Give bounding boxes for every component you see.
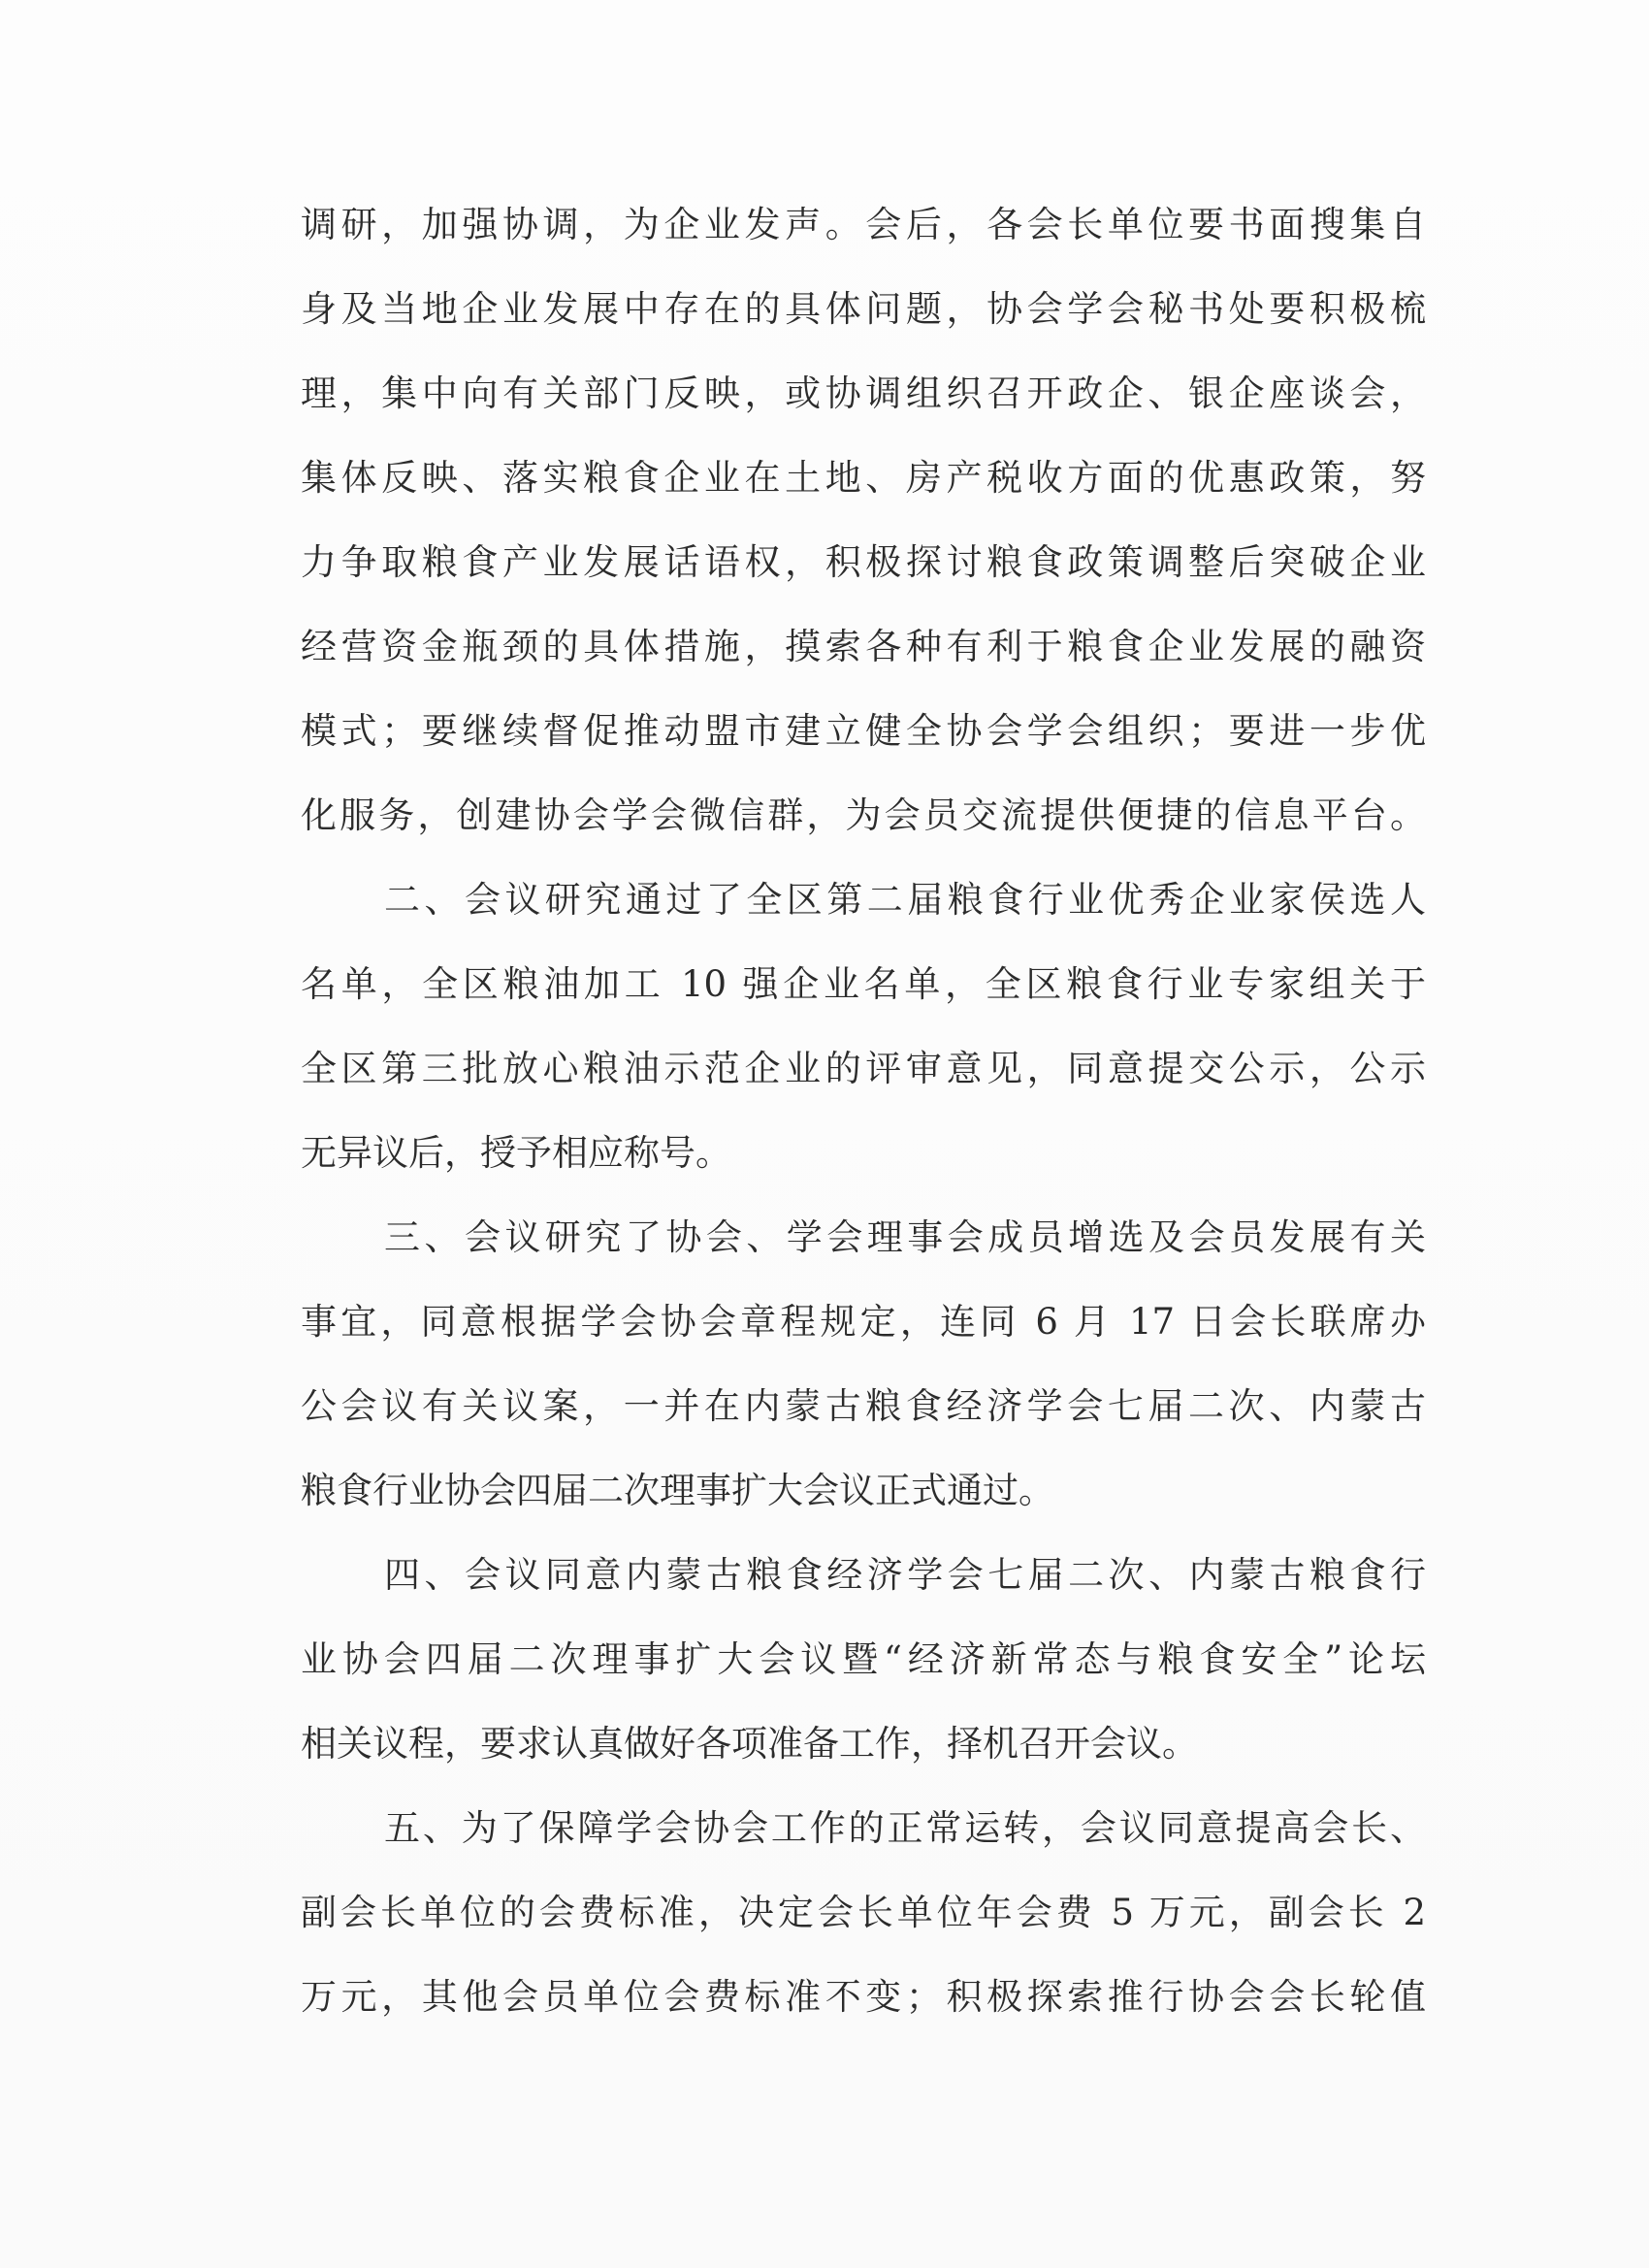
text-line: 二、会议研究通过了全区第二届粮食行业优秀企业家侯选人 bbox=[384, 879, 1426, 921]
paragraph-continuation bbox=[301, 182, 1426, 858]
text-line: 三、会议研究了协会、学会理事会成员增选及会员发展有关 bbox=[384, 1216, 1426, 1258]
text-line: 理，集中向有关部门反映，或协调组织召开政企、银企座谈会， bbox=[301, 373, 1426, 414]
text-line: 调研，加强协调，为企业发声。会后，各会长单位要书面搜集自 bbox=[301, 204, 1426, 245]
text-line: 模式；要继续督促推动盟市建立健全协会学会组织；要进一步优 bbox=[301, 710, 1426, 752]
text-line: 副会长单位的会费标准，决定会长单位年会费 5 万元，副会长 2 bbox=[301, 1892, 1426, 1933]
text-line: 万元，其他会员单位会费标准不变；积极探索推行协会会长轮值 bbox=[301, 1976, 1426, 2018]
text-line: 经营资金瓶颈的具体措施，摸索各种有利于粮食企业发展的融资 bbox=[301, 626, 1426, 667]
paragraph-item-5 bbox=[301, 1786, 1426, 2039]
paragraph-item-3 bbox=[301, 1195, 1426, 1533]
text-line: 全区第三批放心粮油示范企业的评审意见，同意提交公示，公示 bbox=[301, 1048, 1426, 1089]
text-line: 力争取粮食产业发展话语权，积极探讨粮食政策调整后突破企业 bbox=[301, 541, 1426, 583]
text-line: 四、会议同意内蒙古粮食经济学会七届二次、内蒙古粮食行 bbox=[384, 1554, 1426, 1596]
text-line: 名单，全区粮油加工 10 强企业名单，全区粮食行业专家组关于 bbox=[301, 963, 1426, 1005]
text-line: 粮食行业协会四届二次理事扩大会议正式通过。 bbox=[301, 1470, 1054, 1511]
text-line: 五、为了保障学会协会工作的正常运转，会议同意提高会长、 bbox=[384, 1807, 1426, 1849]
text-line: 公会议有关议案，一并在内蒙古粮食经济学会七届二次、内蒙古 bbox=[301, 1385, 1426, 1427]
paragraph-item-4 bbox=[301, 1533, 1426, 1786]
text-line: 事宜，同意根据学会协会章程规定，连同 6 月 17 日会长联席办 bbox=[301, 1301, 1426, 1343]
text-line: 化服务，创建协会学会微信群，为会员交流提供便捷的信息平台。 bbox=[301, 794, 1426, 836]
text-line: 业协会四届二次理事扩大会议暨“经济新常态与粮食安全”论坛 bbox=[301, 1638, 1426, 1680]
text-line: 身及当地企业发展中存在的具体问题，协会学会秘书处要积极梳 bbox=[301, 288, 1426, 330]
document-body bbox=[301, 182, 1426, 2039]
text-line: 相关议程，要求认真做好各项准备工作，择机召开会议。 bbox=[301, 1723, 1198, 1765]
text-line: 无异议后，授予相应称号。 bbox=[301, 1132, 731, 1174]
paragraph-item-2 bbox=[301, 858, 1426, 1195]
text-line: 集体反映、落实粮食企业在土地、房产税收方面的优惠政策，努 bbox=[301, 457, 1426, 499]
